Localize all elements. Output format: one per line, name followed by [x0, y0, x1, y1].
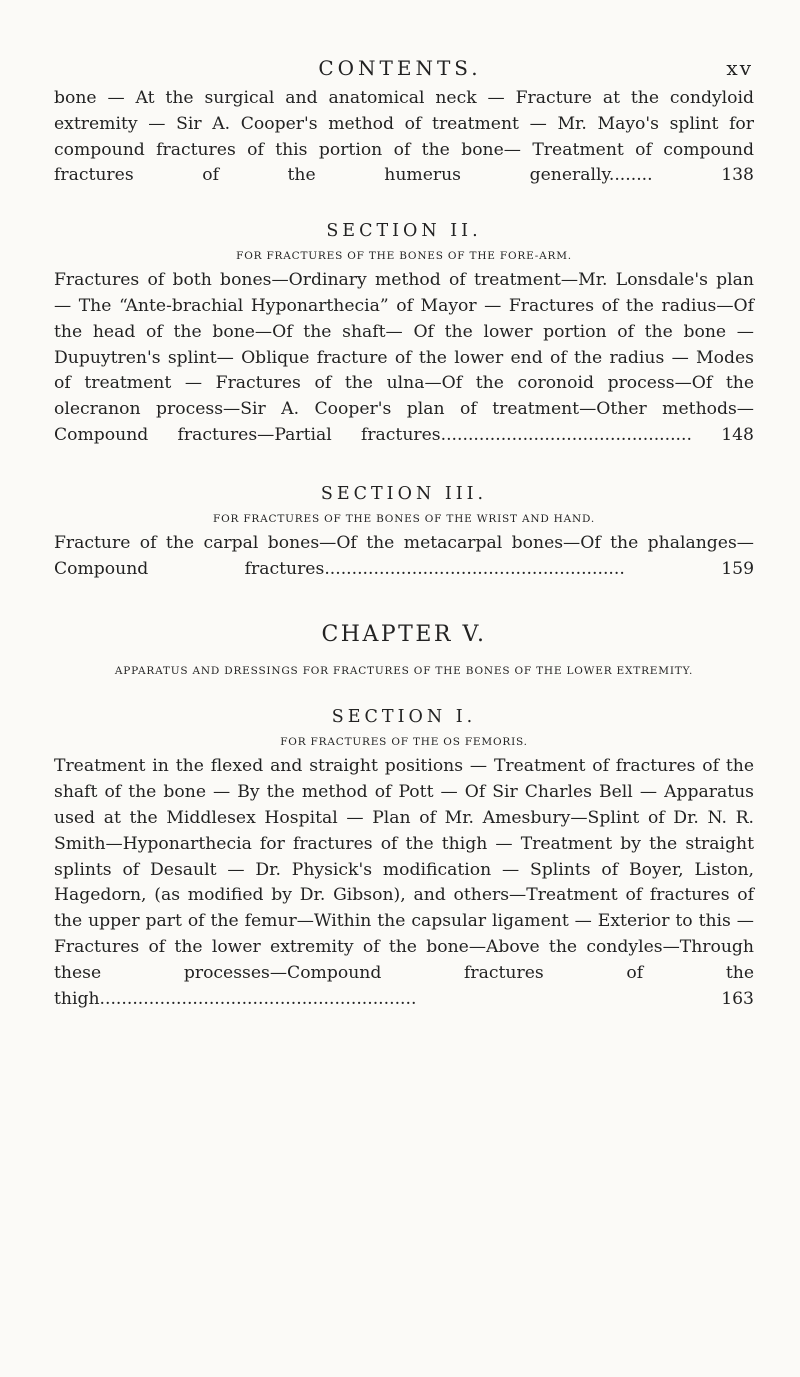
entry-page-number: 163	[721, 988, 754, 1009]
dot-leader: ........	[608, 165, 653, 186]
section-subtitle: FOR FRACTURES OF THE BONES OF THE FORE-ARM.	[236, 250, 572, 263]
page-number: xv	[726, 56, 753, 80]
chapter-subtitle: APPARATUS AND DRESSINGS FOR FRACTURES OF THE BONES OF THE LOWER EXTREMITY.	[114, 665, 694, 678]
entry-text: Fractures of both bones—Ordinary method of treatment—Mr. Lonsdale's plan — The “Ante-brachial Hyponarthecia” of Mayor — Fractures of the radius—Of the head of the bone—Of the shaft— Of the lower portion of the bone — Dupuytren's splint— Oblique fracture of the lower end of the radius — Modes of treatment — Fractures of the ulna—Of the coronoid process—Of the olecranon process—Sir A. Cooper's plan of treatment—Other methods—Compound fractures—Partial fractures	[54, 270, 754, 445]
toc-entry-femur	[54, 754, 754, 1012]
dot-leader: ..........................................................	[99, 988, 417, 1009]
section-subtitle: FOR FRACTURES OF THE BONES OF THE WRIST AND HAND.	[212, 512, 595, 525]
toc-entry-forearm	[54, 268, 754, 449]
entry-page-number: 148	[721, 424, 754, 445]
section-title: SECTION III.	[320, 483, 488, 504]
section-title: SECTION I.	[331, 707, 477, 728]
entry-page-number: 159	[721, 558, 755, 579]
toc-entry-wrist-hand	[54, 531, 754, 583]
dot-leader: ..............................................	[440, 424, 692, 445]
chapter-title: CHAPTER V.	[321, 622, 487, 648]
contents-body	[54, 86, 754, 1012]
entry-text: bone — At the surgical and anatomical neck — Fracture at the condyloid extremity — Sir A. Cooper's method of treatment — Mr. Mayo's splint for compound fractures of this portion of the bone— Treatment of compound fractures of the humerus generally	[54, 88, 754, 186]
entry-page-number: 138	[721, 165, 754, 186]
toc-entry-humerus	[54, 86, 754, 189]
entry-text: Treatment in the flexed and straight positions — Treatment of fractures of the shaft of the bone — By the method of Pott — Of Sir Charles Bell — Apparatus used at the Middlesex Hospital — Plan of Mr. Amesbury—Splint of Dr. N. R. Smith—Hyponarthecia for fractures of the thigh — Treatment by the straight splints of Desault — Dr. Physick's modification — Splints of Boyer, Liston, Hagedorn, (as modified by Dr. Gibson), and others—Treatment of fractures of the upper part of the femur—Within the capsular ligament — Exterior to this — Fractures of the lower extremity of the bone—Above the condyles—Through these processes—Compound fractures of the thigh	[54, 756, 754, 1009]
section-subtitle: FOR FRACTURES OF THE OS FEMORIS.	[280, 736, 528, 749]
section-title: SECTION II.	[326, 221, 482, 242]
dot-leader: .......................................................	[324, 558, 625, 579]
running-head: CONTENTS.	[318, 56, 482, 80]
entry-text: Fracture of the carpal bones—Of the metacarpal bones—Of the phalanges—Compound fractures	[54, 532, 754, 579]
